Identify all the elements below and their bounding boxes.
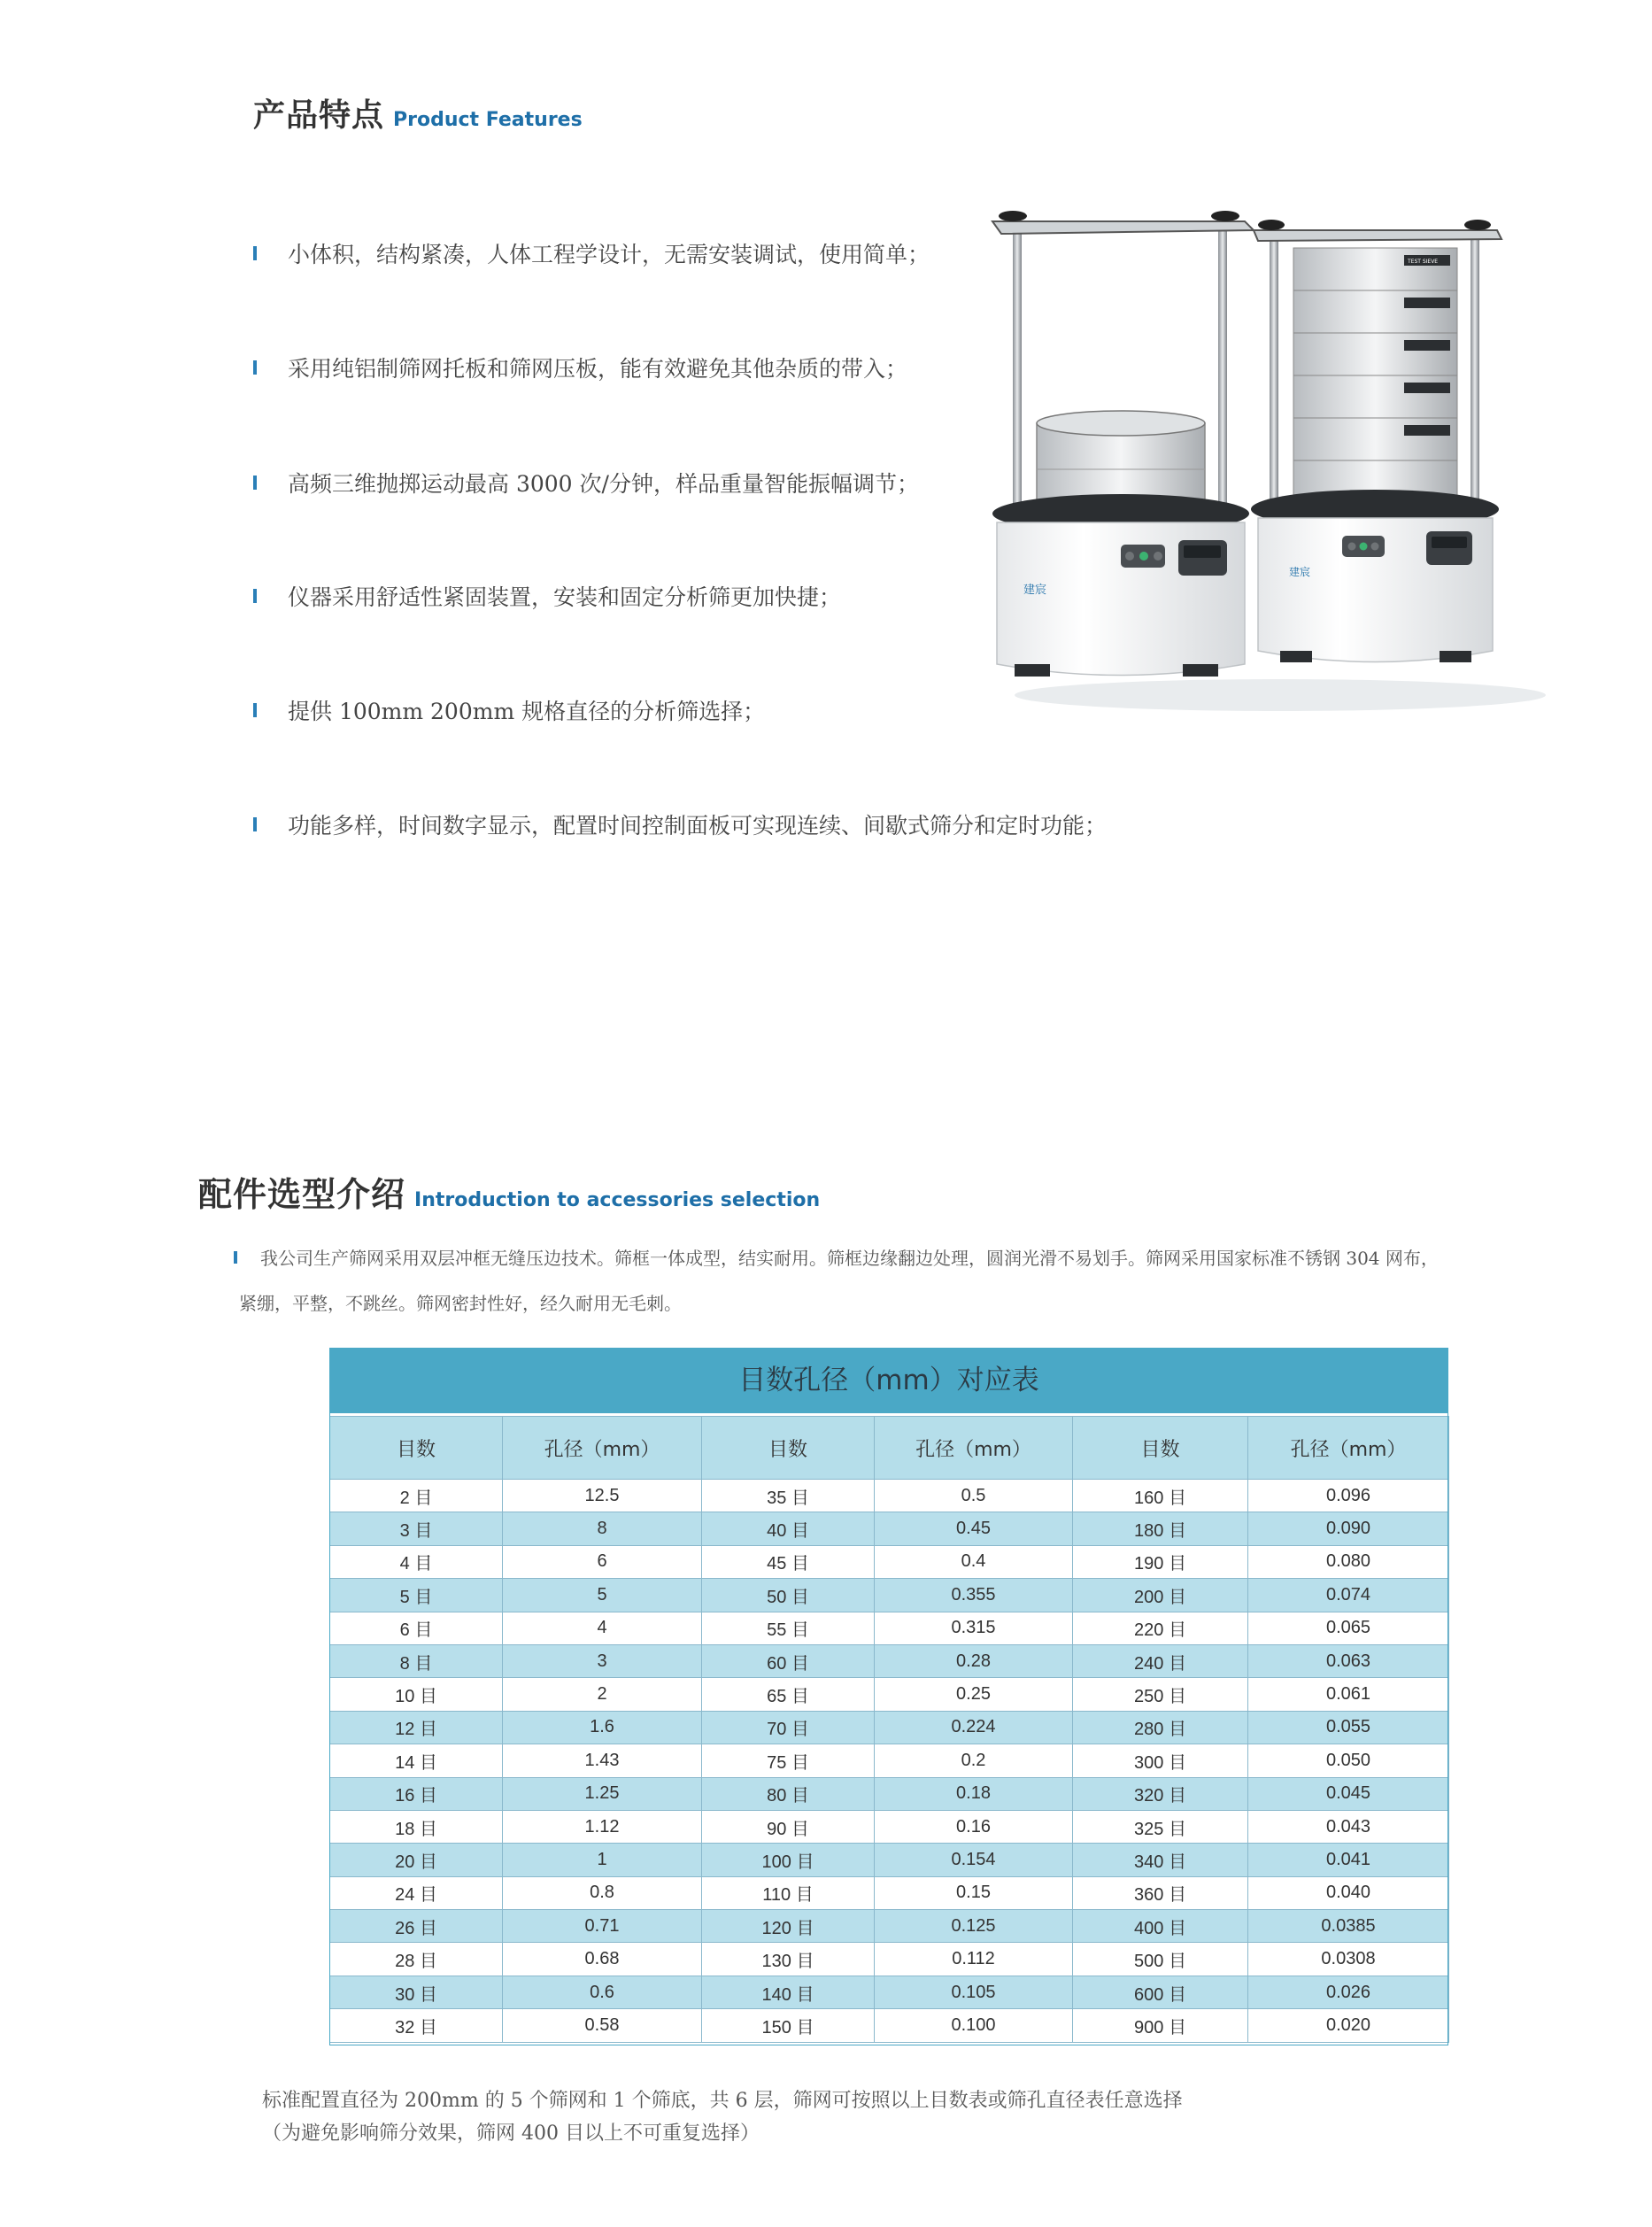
aperture-cell: 0.063: [1248, 1644, 1449, 1677]
shaker-right: [1251, 220, 1501, 662]
mesh-cell: 120 目: [702, 1910, 875, 1943]
mesh-cell: 10 目: [330, 1678, 503, 1711]
aperture-cell: 0.4: [875, 1545, 1073, 1578]
mesh-cell: 2 目: [330, 1480, 503, 1512]
mesh-cell: 280 目: [1073, 1711, 1248, 1744]
aperture-cell: 2: [503, 1678, 702, 1711]
mesh-cell: 400 目: [1073, 1910, 1248, 1943]
table-row: [330, 1910, 1449, 1943]
aperture-cell: 6: [503, 1545, 702, 1578]
mesh-cell: 40 目: [702, 1512, 875, 1545]
mesh-cell: 6 目: [330, 1612, 503, 1644]
mesh-cell: 55 目: [702, 1612, 875, 1644]
feature-item: [253, 467, 919, 499]
mesh-cell: 16 目: [330, 1777, 503, 1810]
mesh-cell: 5 目: [330, 1579, 503, 1612]
mesh-cell: 110 目: [702, 1876, 875, 1909]
aperture-cell: 0.055: [1248, 1711, 1449, 1744]
feature-text: 高频三维抛掷运动最高 3000 次/分钟，样品重量智能振幅调节；: [288, 471, 919, 497]
accessories-heading: [198, 1167, 820, 1216]
mesh-cell: 340 目: [1073, 1844, 1248, 1876]
mesh-cell: 500 目: [1073, 1943, 1248, 1976]
aperture-cell: 0.224: [875, 1711, 1073, 1744]
table-row: [330, 2009, 1449, 2042]
table-row: [330, 1777, 1449, 1810]
mesh-cell: 24 目: [330, 1876, 503, 1909]
feature-item: [253, 694, 765, 726]
features-heading: [253, 90, 583, 135]
aperture-cell: 12.5: [503, 1480, 702, 1512]
mesh-cell: 130 目: [702, 1943, 875, 1976]
config-note-sub: （为避免影响筛分效果，筛网 400 目以上不可重复选择）: [262, 2123, 760, 2145]
aperture-cell: 1: [503, 1844, 702, 1876]
feature-item: [253, 352, 907, 383]
aperture-cell: 0.28: [875, 1644, 1073, 1677]
mesh-cell: 90 目: [702, 1810, 875, 1843]
feature-text: 功能多样，时间数字显示，配置时间控制面板可实现连续、间歇式筛分和定时功能；: [288, 813, 1108, 839]
table-title: 目数孔径（mm）对应表: [329, 1348, 1448, 1416]
mesh-cell: 30 目: [330, 1976, 503, 2008]
table-row: [330, 1844, 1449, 1876]
header-aperture: 孔径（mm）: [503, 1417, 702, 1480]
sieve-label: TEST SIEVE: [1408, 259, 1439, 265]
aperture-cell: 0.6: [503, 1976, 702, 2008]
mesh-cell: 240 目: [1073, 1644, 1248, 1677]
aperture-cell: 0.71: [503, 1910, 702, 1943]
mesh-cell: 320 目: [1073, 1777, 1248, 1810]
aperture-cell: 4: [503, 1612, 702, 1644]
mesh-cell: 18 目: [330, 1810, 503, 1843]
aperture-cell: 0.043: [1248, 1810, 1449, 1843]
table-row: [330, 1612, 1449, 1644]
mesh-cell: 180 目: [1073, 1512, 1248, 1545]
header-mesh: 目数: [330, 1417, 503, 1480]
mesh-cell: 12 目: [330, 1711, 503, 1744]
product-image: [988, 204, 1555, 717]
aperture-cell: 0.58: [503, 2009, 702, 2042]
feature-text: 小体积，结构紧凑，人体工程学设计，无需安装调试，使用简单；: [288, 242, 930, 267]
table-row: [330, 1943, 1449, 1976]
bullet-bar: [234, 1251, 237, 1264]
aperture-cell: 0.065: [1248, 1612, 1449, 1644]
table-row: [330, 1579, 1449, 1612]
aperture-cell: 0.355: [875, 1579, 1073, 1612]
mesh-cell: 100 目: [702, 1844, 875, 1876]
mesh-cell: 26 目: [330, 1910, 503, 1943]
accessories-title-en: Introduction to accessories selection: [414, 1189, 821, 1211]
mesh-cell: 35 目: [702, 1480, 875, 1512]
aperture-cell: 0.25: [875, 1678, 1073, 1711]
mesh-cell: 28 目: [330, 1943, 503, 1976]
bullet-bar: [253, 589, 257, 603]
table-row: [330, 1644, 1449, 1677]
table-row: [330, 1545, 1449, 1578]
mesh-cell: 360 目: [1073, 1876, 1248, 1909]
mesh-cell: 250 目: [1073, 1678, 1248, 1711]
mesh-cell: 70 目: [702, 1711, 875, 1744]
aperture-cell: 0.040: [1248, 1876, 1449, 1909]
feature-text: 仪器采用舒适性紧固装置，安装和固定分析筛更加快捷；: [288, 584, 842, 610]
aperture-cell: 0.105: [875, 1976, 1073, 2008]
config-note: 标准配置直径为 200mm 的 5 个筛网和 1 个筛底，共 6 层，筛网可按照以上目数表或筛孔直径表任意选择: [262, 2090, 1183, 2112]
aperture-cell: 3: [503, 1644, 702, 1677]
aperture-cell: 0.061: [1248, 1678, 1449, 1711]
bullet-bar: [253, 817, 257, 831]
features-title-en: Product Features: [393, 109, 583, 131]
aperture-cell: 0.045: [1248, 1777, 1449, 1810]
aperture-cell: 0.041: [1248, 1844, 1449, 1876]
aperture-cell: 0.090: [1248, 1512, 1449, 1545]
table-row: [330, 1810, 1449, 1843]
aperture-cell: 0.45: [875, 1512, 1073, 1545]
intro-text-2: 紧绷，平整，不跳丝。筛网密封性好，经久耐用无毛刺。: [239, 1293, 682, 1314]
aperture-cell: 0.100: [875, 2009, 1073, 2042]
mesh-cell: 140 目: [702, 1976, 875, 2008]
brand-logo-right: 建宸: [1289, 566, 1311, 578]
aperture-cell: 0.154: [875, 1844, 1073, 1876]
mesh-cell: 150 目: [702, 2009, 875, 2042]
aperture-cell: 0.15: [875, 1876, 1073, 1909]
mesh-cell: 600 目: [1073, 1976, 1248, 2008]
shaker-left: [992, 211, 1254, 677]
aperture-cell: 0.096: [1248, 1480, 1449, 1512]
mesh-cell: 300 目: [1073, 1744, 1248, 1777]
aperture-cell: 0.2: [875, 1744, 1073, 1777]
table-row: [330, 1512, 1449, 1545]
table-row: [330, 1678, 1449, 1711]
mesh-cell: 60 目: [702, 1644, 875, 1677]
table-row: [330, 1711, 1449, 1744]
aperture-cell: 0.0385: [1248, 1910, 1449, 1943]
mesh-cell: 220 目: [1073, 1612, 1248, 1644]
mesh-cell: 50 目: [702, 1579, 875, 1612]
aperture-cell: 0.315: [875, 1612, 1073, 1644]
aperture-cell: 0.5: [875, 1480, 1073, 1512]
mesh-aperture-table: [329, 1348, 1448, 2043]
mesh-cell: 325 目: [1073, 1810, 1248, 1843]
aperture-cell: 1.25: [503, 1777, 702, 1810]
table-row: [330, 1976, 1449, 2008]
intro-text-1: 我公司生产筛网采用双层冲框无缝压边技术。筛框一体成型，结实耐用。筛框边缘翻边处理，圆润光滑不易划手。筛网采用国家标准不锈钢 304 网布，: [260, 1248, 1439, 1269]
aperture-cell: 8: [503, 1512, 702, 1545]
feature-item: [253, 808, 1107, 840]
mesh-cell: 65 目: [702, 1678, 875, 1711]
bullet-bar: [253, 703, 257, 717]
aperture-cell: 0.16: [875, 1810, 1073, 1843]
table-row: [330, 1480, 1449, 1512]
mesh-cell: 3 目: [330, 1512, 503, 1545]
header-aperture: 孔径（mm）: [875, 1417, 1073, 1480]
aperture-cell: 1.43: [503, 1744, 702, 1777]
feature-text: 采用纯铝制筛网托板和筛网压板，能有效避免其他杂质的带入；: [288, 356, 908, 382]
aperture-cell: 0.074: [1248, 1579, 1449, 1612]
aperture-cell: 1.6: [503, 1711, 702, 1744]
table-header-row: [330, 1417, 1449, 1480]
aperture-cell: 0.050: [1248, 1744, 1449, 1777]
mesh-cell: 900 目: [1073, 2009, 1248, 2042]
aperture-cell: 0.125: [875, 1910, 1073, 1943]
mesh-cell: 160 目: [1073, 1480, 1248, 1512]
feature-item: [253, 237, 930, 269]
aperture-cell: 0.020: [1248, 2009, 1449, 2042]
mesh-cell: 190 目: [1073, 1545, 1248, 1578]
bullet-bar: [253, 476, 257, 490]
aperture-cell: 0.18: [875, 1777, 1073, 1810]
mesh-cell: 80 目: [702, 1777, 875, 1810]
aperture-cell: 1.12: [503, 1810, 702, 1843]
mesh-cell: 45 目: [702, 1545, 875, 1578]
header-mesh: 目数: [1073, 1417, 1248, 1480]
feature-text: 提供 100mm 200mm 规格直径的分析筛选择；: [288, 699, 766, 724]
aperture-cell: 0.112: [875, 1943, 1073, 1976]
intro-line-1: [234, 1244, 1439, 1270]
bullet-bar: [253, 360, 257, 375]
table-grid: [329, 1416, 1449, 2043]
feature-item: [253, 580, 841, 612]
accessories-title-zh: 配件选型介绍: [198, 1175, 406, 1214]
mesh-cell: 32 目: [330, 2009, 503, 2042]
mesh-cell: 4 目: [330, 1545, 503, 1578]
mesh-cell: 75 目: [702, 1744, 875, 1777]
bullet-bar: [253, 246, 257, 260]
aperture-cell: 5: [503, 1579, 702, 1612]
mesh-cell: 14 目: [330, 1744, 503, 1777]
aperture-cell: 0.68: [503, 1943, 702, 1976]
aperture-cell: 0.026: [1248, 1976, 1449, 2008]
table-row: [330, 1744, 1449, 1777]
aperture-cell: 0.8: [503, 1876, 702, 1909]
features-title-zh: 产品特点: [253, 97, 385, 134]
mesh-cell: 20 目: [330, 1844, 503, 1876]
header-mesh: 目数: [702, 1417, 875, 1480]
header-aperture: 孔径（mm）: [1248, 1417, 1449, 1480]
mesh-cell: 200 目: [1073, 1579, 1248, 1612]
table-row: [330, 1876, 1449, 1909]
aperture-cell: 0.080: [1248, 1545, 1449, 1578]
brand-logo-left: 建宸: [1023, 584, 1047, 597]
mesh-cell: 8 目: [330, 1644, 503, 1677]
aperture-cell: 0.0308: [1248, 1943, 1449, 1976]
